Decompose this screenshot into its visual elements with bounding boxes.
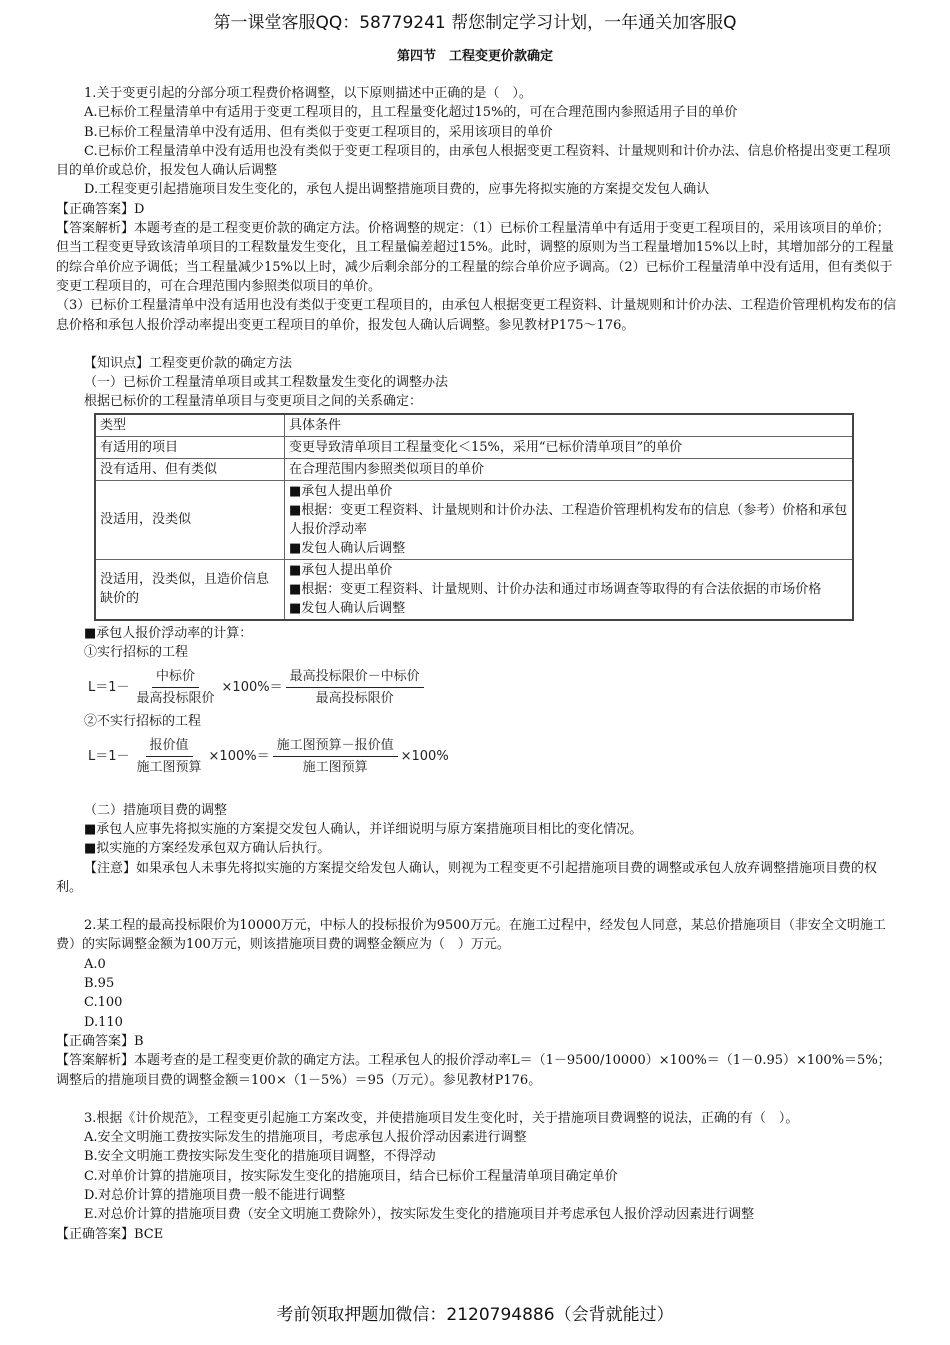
section-title: 第四节 工程变更价款确定 (396, 49, 553, 64)
q1-answer: 【正确答案】D (56, 201, 145, 217)
formula-mid: ×100%＝ (221, 679, 283, 695)
fraction (286, 667, 424, 709)
knowledge-sub1: （一）已标价工程量清单项目或其工程数量发生变化的调整办法 (84, 375, 449, 391)
table-cell-type: 没有适用、但有类似 (95, 458, 285, 480)
numerator: 报价值 (146, 736, 193, 757)
q2-stem: 2.某工程的最高投标限价为10000万元，中标人的投标报价为9500万元。在施工过程中，经发包人同意，某总价措施项目（非安全文明施工费）的实际调整金额为100万元，则该措施项目费的调整金额应为（ ）万元。 (56, 918, 886, 953)
page-footer-banner: 考前领取押题加微信：2120794886（会背就能过） (276, 1305, 674, 1325)
numerator: 施工图预算－报价值 (273, 736, 398, 757)
condition-line: ■根据：变更工程资料、计量规则和计价办法、工程造价管理机构发布的信息（参考）价格和承包人报价浮动率 (289, 502, 848, 537)
q1-stem: 1.关于变更引起的分部分项工程费价格调整，以下原则描述中正确的是（ ）。 (84, 86, 532, 101)
table-cell-type: 有适用的项目 (95, 436, 285, 458)
q1-option-b: B.已标价工程量清单中没有适用、但有类似于变更工程项目的，采用该项目的单价 (84, 124, 553, 140)
table-header-cell: 具体条件 (285, 414, 854, 437)
table-cell-condition: 在合理范围内参照类似项目的单价 (285, 458, 854, 480)
q2-option-a: A.0 (84, 956, 106, 972)
q3-stem: 3.根据《计价规范》，工程变更引起施工方案改变，并使措施项目发生变化时，关于措施项目费调整的说法，正确的有（ ）。 (84, 1110, 799, 1126)
table-cell-condition: 变更导致清单项目工程量变化＜15%，采用“已标价清单项目”的单价 (285, 436, 854, 458)
denominator: 最高投标限价 (315, 690, 394, 706)
denominator: 施工图预算 (136, 760, 202, 776)
q2-option-b: B.95 (84, 976, 115, 992)
numerator: 中标价 (152, 667, 199, 688)
knowledge-intro: 根据已标价的工程量清单项目与变更项目之间的关系确定： (84, 394, 423, 410)
q2-option-d: D.110 (84, 1014, 123, 1030)
denominator: 最高投标限价 (136, 690, 215, 706)
table-cell-type: 没适用，没类似 (95, 480, 285, 559)
denominator: 施工图预算 (302, 760, 368, 776)
fraction (273, 736, 398, 778)
measure-line-1: ■承包人应事先将拟实施的方案提交发包人确认，并详细说明与原方案措施项目相比的变化情况。 (84, 821, 643, 837)
q3-option-c: C.对单价计算的措施项目，按实际发生变化的措施项目，结合已标价工程量清单项目确定单价 (84, 1168, 618, 1184)
condition-line: ■发包人确认后调整 (289, 600, 406, 616)
note: 【注意】如果承包人未事先将拟实施的方案提交给发包人确认，则视为工程变更不引起措施项目费的调整或承包人放弃调整措施项目费的权利。 (56, 860, 878, 895)
q2-answer: 【正确答案】B (56, 1033, 144, 1049)
case-no-bid: ②不实行招标的工程 (84, 714, 202, 730)
page-header-banner: 第一课堂客服QQ：58779241 帮您制定学习计划，一年通关加客服Q (213, 13, 737, 33)
condition-line: ■发包人确认后调整 (289, 540, 406, 556)
q3-option-b: B.安全文明施工费按实际发生变化的措施项目调整，不得浮动 (84, 1149, 436, 1165)
q2-analysis: 【答案解析】本题考查的是工程变更价款的确定方法。工程承包人的报价浮动率L＝（1－9500/10000）×100%＝（1－0.95）×100%＝5%；调整后的措施项目费的调整金额＝100×（1－5%）＝95（万元）。参见教材P176。 (56, 1053, 891, 1088)
q1-analysis: 【答案解析】本题考查的是工程变更价款的确定方法。价格调整的规定：（1）已标价工程量清单中有适用于变更工程项目的，采用该项目的单价；但当工程变更导致该清单项目的工程数量发生变化，且工程量偏差超过15%。此时，调整的原则为当工程量增加15%以上时，其增加部分的工程量的综合单价应予调低；当工程量减少15%以上时，减少后剩余部分的工程量的综合单价应予调高。（2）已标价工程量清单中没有适用，但有类似于变更工程项目的，可在合理范围内参照类似项目的单价。 (56, 221, 894, 294)
table-row (95, 436, 853, 458)
formula-lhs: L＝1－ (88, 748, 130, 764)
numerator: 最高投标限价－中标价 (286, 667, 424, 688)
q3-option-a: A.安全文明施工费按实际发生的措施项目，考虑承包人报价浮动因素进行调整 (84, 1130, 527, 1146)
formula-no-bid (88, 736, 898, 778)
table-row (95, 559, 853, 620)
q3-option-d: D.对总价计算的措施项目费一般不能进行调整 (84, 1187, 346, 1203)
q1-option-a: A.已标价工程量清单中有适用于变更工程项目的，且工程量变化超过15%的，可在合理范围内参照适用子目的单价 (84, 105, 738, 121)
q3-option-e: E.对总价计算的措施项目费（安全文明施工费除外），按实际发生变化的措施项目并考虑承包人报价浮动因素进行调整 (84, 1207, 755, 1223)
q1-option-d: D.工程变更引起措施项目发生变化的，承包人提出调整措施项目费的，应事先将拟实施的方案提交发包人确认 (84, 182, 710, 198)
q2-option-c: C.100 (84, 995, 123, 1011)
q3-answer: 【正确答案】BCE (56, 1226, 164, 1242)
formula-tail: ×100% (400, 748, 449, 764)
formula-bid (88, 666, 898, 708)
table-row (95, 458, 853, 480)
condition-line: ■根据：变更工程资料、计量规则、计价办法和通过市场调查等取得的有合法依据的市场价格 (289, 581, 822, 597)
price-adjust-table (94, 413, 854, 621)
condition-line: ■承包人提出单价 (289, 562, 393, 578)
fraction (133, 667, 219, 709)
case-bid: ①实行招标的工程 (84, 645, 189, 661)
formula-mid: ×100%＝ (208, 748, 270, 764)
table-header-cell: 类型 (95, 414, 285, 437)
condition-line: ■承包人提出单价 (289, 483, 393, 499)
table-cell-type: 没适用，没类似，且造价信息缺价的 (95, 559, 285, 620)
q1-option-c: C.已标价工程量清单中没有适用也没有类似于变更工程项目的，由承包人根据变更工程资料、计量规则和计价办法、信息价格提出变更工程项目的单价或总价，报发包人确认后调整 (56, 143, 891, 179)
table-header-row (95, 414, 853, 437)
table-cell-condition (285, 480, 854, 559)
q1-analysis-cont: （3）已标价工程量清单中没有适用也没有类似于变更工程项目的，由承包人根据变更工程资料、计量规则和计价办法、工程造价管理机构发布的信息价格和承包人报价浮动率提出变更工程项目的单价，报发包人确认后调整。参见教材P175～176。 (56, 298, 897, 333)
document-body (56, 84, 898, 1244)
knowledge-sub2: （二）措施项目费的调整 (84, 802, 228, 818)
rate-title: ■承包人报价浮动率的计算： (84, 625, 253, 641)
table-row (95, 480, 853, 559)
table-cell-condition (285, 559, 854, 620)
knowledge-title: 【知识点】工程变更价款的确定方法 (84, 355, 293, 371)
fraction (133, 736, 206, 778)
measure-line-2: ■拟实施的方案经发承包双方确认后执行。 (84, 841, 331, 857)
formula-lhs: L＝1－ (88, 679, 130, 695)
